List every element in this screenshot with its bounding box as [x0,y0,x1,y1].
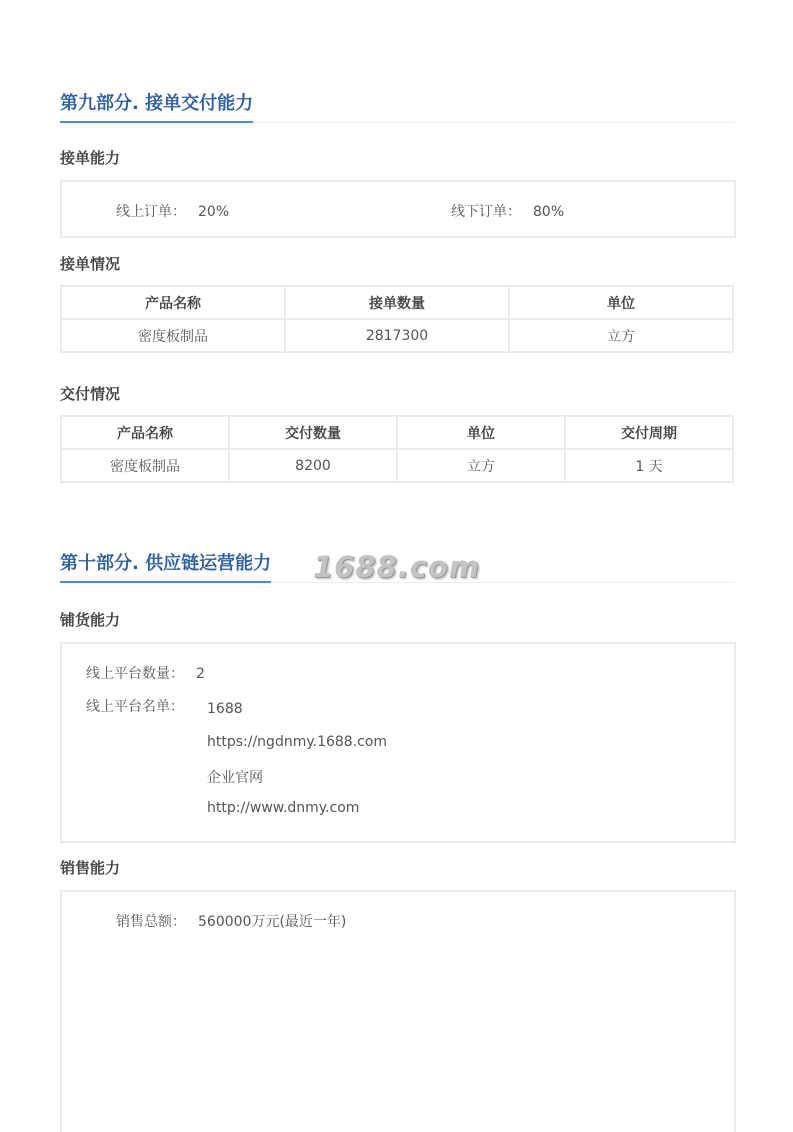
online-orders-label: 线上订单： [116,204,186,220]
sales-total-value: 560000万元(最近一年) [198,914,347,930]
column-header: 单位 [509,286,733,319]
table-header-row [61,416,733,449]
table-cell: 1 天 [565,449,733,482]
1688-watermark-logo: 1688.com [313,550,481,584]
sales-total [116,911,346,931]
column-header: 单位 [397,416,565,449]
sales-title: 销售能力 [60,859,121,877]
platform-count-value: 2 [196,666,205,682]
platform-count [86,663,205,683]
platform-name: 企业官网 [207,770,263,786]
section-9-header [60,86,734,123]
section-9-title: 第九部分. 接单交付能力 [60,89,253,123]
order-status-table [60,285,734,353]
table-cell: 立方 [397,449,565,482]
column-header: 交付数量 [229,416,397,449]
table-header-row [61,286,733,319]
column-header: 产品名称 [61,286,285,319]
table-row [61,319,733,352]
online-orders-value: 20% [198,204,230,220]
delivery-status-table [60,415,734,483]
column-header: 产品名称 [61,416,229,449]
offline-orders-value: 80% [533,204,565,220]
order-status-title: 接单情况 [60,255,121,273]
table-cell: 立方 [509,319,733,352]
offline-orders [451,201,564,221]
platform-name: 1688 [207,701,243,717]
offline-orders-label: 线下订单： [451,204,521,220]
table-cell: 密度板制品 [61,319,285,352]
column-header: 交付周期 [565,416,733,449]
table-cell: 2817300 [285,319,509,352]
online-orders [116,201,229,221]
section-10-header [60,546,734,583]
delivery-status-title: 交付情况 [60,385,121,403]
sales-box [60,890,736,1132]
sales-total-label: 销售总额： [116,914,186,930]
platform-names-label: 线上平台名单： [86,699,184,715]
distribution-title: 铺货能力 [60,611,121,629]
table-cell: 密度板制品 [61,449,229,482]
order-capacity-box [60,180,736,238]
order-capacity-title: 接单能力 [60,149,121,167]
table-cell: 8200 [229,449,397,482]
platform-count-label: 线上平台数量： [86,666,184,682]
table-row [61,449,733,482]
distribution-box [60,642,736,843]
platform-url: https://ngdnmy.1688.com [207,734,388,750]
column-header: 接单数量 [285,286,509,319]
section-10-title: 第十部分. 供应链运营能力 [60,549,271,583]
platform-url: http://www.dnmy.com [207,800,360,816]
